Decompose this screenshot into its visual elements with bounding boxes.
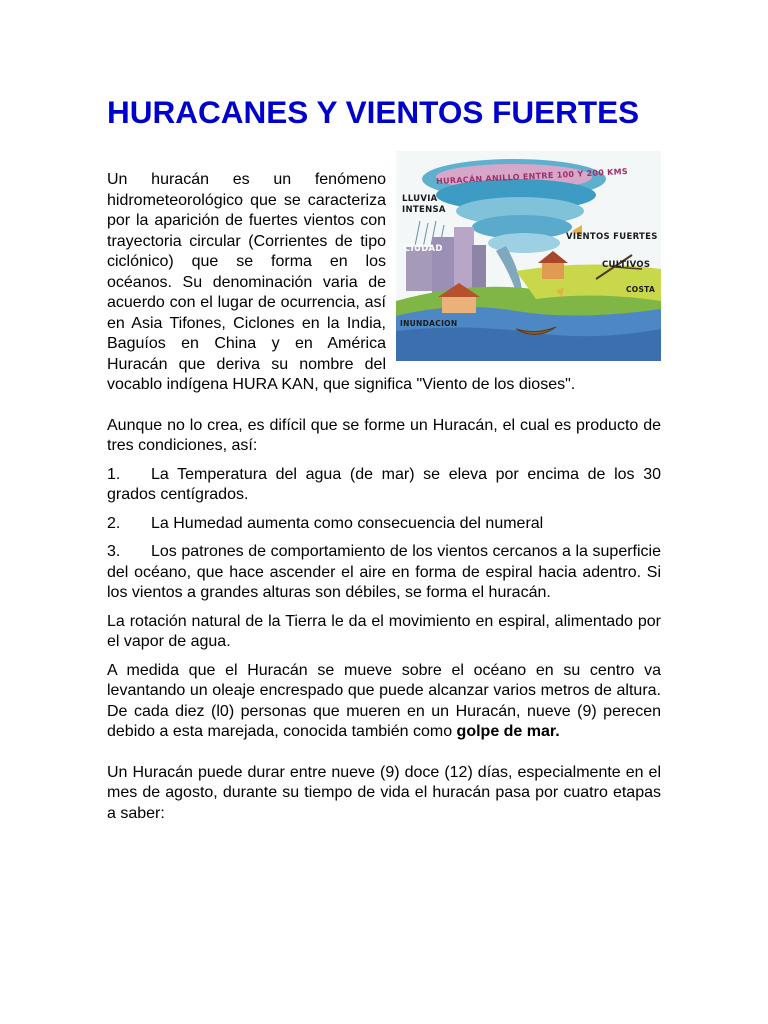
figure-caption-top: HURACÁN ANILLO ENTRE 100 Y 200 KMS bbox=[435, 166, 629, 187]
label-winds: VIENTOS FUERTES bbox=[566, 232, 658, 242]
surge-paragraph bbox=[107, 661, 661, 743]
list-number: 1. bbox=[107, 465, 121, 483]
label-coast: COSTA bbox=[626, 285, 656, 294]
list-item-1 bbox=[107, 465, 661, 506]
page-title: HURACANES Y VIENTOS FUERTES bbox=[107, 94, 640, 130]
intro-paragraph: Un huracán es un fenómeno hidrometeorológico que se caracteriza por la aparición de fuertes vientos con trayectoria circular (Corrientes de tipo ciclónico) que se forma en los océanos. Su denominación varia de acuerdo con el lugar de ocurrencia, así en Asia Tifones, Ciclones en la India, Baguíos en China y en América Huracán que deriva su nombre del vocablo indígena HURA KAN, que significa "Viento de los dioses". bbox=[107, 171, 576, 393]
list-text: La Temperatura del agua (de mar) se eleva por encima de los 30 grados centígrados. bbox=[107, 465, 661, 503]
duration-paragraph: Un Huracán puede durar entre nueve (9) doce (12) días, especialmente en el mes de agosto, durante su tiempo de vida el huracán pasa por cuatro etapas a saber: bbox=[107, 763, 661, 822]
document-body bbox=[107, 166, 661, 824]
label-city: CIUDAD bbox=[404, 244, 443, 254]
list-text: La Humedad aumenta como consecuencia del numeral bbox=[151, 514, 544, 532]
list-item-3 bbox=[107, 542, 661, 604]
label-rain-2: INTENSA bbox=[402, 205, 446, 215]
surge-text: A medida que el Huracán se mueve sobre el océano en su centro va levantando un oleaje encrespado que puede alcanzar varios metros de altura. De cada diez (l0) personas que mueren en un Huracán, nueve (9) perecen debido a esta marejada, conocida también como bbox=[107, 661, 661, 740]
hurricane-illustration bbox=[396, 151, 661, 361]
label-flood: INUNDACION bbox=[400, 319, 458, 328]
rotation-paragraph: La rotación natural de la Tierra le da el movimiento en espiral, alimentado por el vapor de agua. bbox=[107, 612, 661, 650]
list-number: 2. bbox=[107, 514, 121, 532]
conditions-paragraph: Aunque no lo crea, es difícil que se forme un Huracán, el cual es producto de tres condiciones, así: bbox=[107, 416, 661, 454]
label-crops: CULTIVOS bbox=[602, 260, 651, 270]
list-number: 3. bbox=[107, 543, 121, 560]
label-rain-1: LLUVIA bbox=[402, 194, 438, 204]
list-text: Los patrones de comportamiento de los vientos cercanos a la superficie del océano, que hace ascender el aire en forma de espiral hacia adentro. Si los vientos a grandes alturas son débiles, se forma el huracán. bbox=[107, 543, 661, 601]
list-item-2 bbox=[107, 514, 661, 535]
surge-bold-term: golpe de mar. bbox=[456, 723, 560, 740]
